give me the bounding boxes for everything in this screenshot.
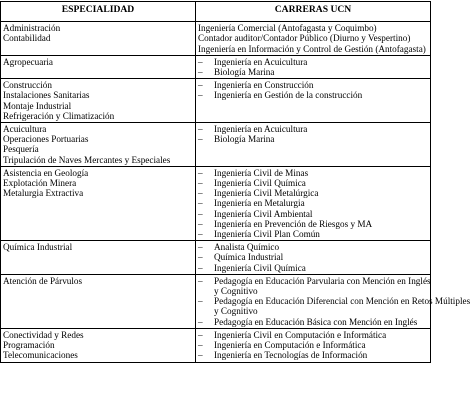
carrera-item: – Ingeniería en Metalurgia — [198, 198, 428, 208]
especialidad-cell — [1, 79, 196, 123]
carreras-list — [198, 168, 428, 239]
especialidad-item: Explotación Minera — [3, 178, 77, 189]
carrera-item: – Ingeniería en Tecnologías de Información — [198, 350, 428, 360]
especialidad-item: Agropecuaria — [3, 56, 53, 67]
table-row — [1, 274, 431, 328]
carreras-cell — [196, 328, 431, 362]
carrera-item — [198, 317, 428, 327]
carrera-line: – Pedagogía en Educación Diferencial con Mención en Retos Múltiples — [214, 296, 470, 307]
table-row — [1, 241, 431, 275]
carrera-item: – Ingeniería en Acuicultura — [198, 57, 428, 67]
table-row — [1, 166, 431, 240]
carreras-list — [198, 124, 428, 144]
carrera-item: – Química Industrial — [198, 252, 428, 262]
carrera-item: Ingeniería en Información y Control de Gestión (Antofagasta) — [198, 43, 426, 54]
carreras-list — [198, 275, 470, 327]
especialidad-item: Programación — [3, 340, 55, 351]
carrera-item: – Ingeniería Civil Metalúrgica — [198, 188, 428, 198]
carrera-item: – Ingeniería Civil en Computación e Informática — [198, 330, 428, 340]
carreras-list — [198, 330, 428, 361]
table-row — [1, 123, 431, 167]
carrera-line: y Cognitivo — [214, 286, 258, 297]
especialidad-cell — [1, 241, 196, 275]
carrera-line: – Pedagogía en Educación Parvularia con Mención en Inglés — [214, 275, 431, 286]
carrera-item: – Analista Químico — [198, 242, 428, 252]
especialidad-item: Operaciones Portuarias — [3, 134, 89, 145]
table-row — [1, 55, 431, 78]
especialidad-cell — [1, 328, 196, 362]
carrera-line: – Pedagogía en Educación Básica con Mención en Inglés — [214, 316, 418, 327]
especialidad-cell — [1, 274, 196, 328]
especialidad-cell — [1, 123, 196, 167]
carrera-item: – Ingeniería Civil Ambiental — [198, 209, 428, 219]
carreras-cell — [196, 241, 431, 275]
especialidad-item: Telecomunicaciones — [3, 350, 78, 361]
header-row — [1, 2, 431, 22]
especialidad-item: Acuicultura — [3, 124, 47, 135]
carreras-cell — [196, 22, 431, 56]
table-row — [1, 328, 431, 362]
carrera-item: – Biología Marina — [198, 134, 428, 144]
especialidad-item: Conectividad y Redes — [3, 329, 84, 340]
especialidades-carreras-table — [0, 1, 470, 363]
carrera-item: – Ingeniería en Construcción — [198, 80, 428, 90]
carrera-item — [198, 296, 470, 317]
carrera-item: Ingeniería Comercial (Antofagasta y Coquimbo) — [198, 23, 377, 34]
especialidad-item: Instalaciones Sanitarias — [3, 90, 90, 101]
especialidad-item: Atención de Párvulos — [3, 275, 83, 286]
carreras-list — [198, 242, 428, 273]
header-especialidad: ESPECIALIDAD — [1, 2, 196, 22]
especialidad-item: Tripulación de Naves Mercantes y Especiales — [3, 154, 171, 165]
table-row — [1, 22, 431, 56]
especialidad-item: Administración — [3, 23, 61, 34]
table-row — [1, 79, 431, 123]
carrera-item: – Biología Marina — [198, 67, 428, 77]
especialidad-item: Química Industrial — [3, 242, 73, 253]
carreras-list — [198, 80, 428, 100]
carrera-item: – Ingeniería Civil Química — [198, 263, 428, 273]
carrera-item: – Ingeniería Civil Plan Común — [198, 229, 428, 239]
especialidad-item: Montaje Industrial — [3, 100, 72, 111]
header-carreras: CARRERAS UCN — [196, 2, 431, 22]
carrera-item: Contador auditor/Contador Público (Diurno y Vespertino) — [198, 33, 411, 44]
especialidad-item: Contabilidad — [3, 33, 51, 44]
especialidad-item: Metalurgia Extractiva — [3, 188, 84, 199]
especialidad-cell — [1, 22, 196, 56]
especialidad-cell — [1, 55, 196, 78]
carrera-item — [198, 275, 431, 297]
carrera-item: – Ingeniería Civil Química — [198, 178, 428, 188]
especialidad-item: Pesquería — [3, 144, 39, 155]
carreras-cell — [196, 274, 470, 328]
especialidad-cell — [1, 166, 196, 240]
carrera-item: – Ingeniería en Acuicultura — [198, 124, 428, 134]
carrera-item: – Ingeniería en Prevención de Riesgos y MA — [198, 219, 428, 229]
carreras-cell — [196, 123, 431, 167]
especialidad-item: Refrigeración y Climatización — [3, 110, 115, 121]
carrera-item: – Ingeniería en Gestión de la construcción — [198, 90, 428, 100]
carrera-item: – Ingeniería en Computación e Informática — [198, 340, 428, 350]
carreras-cell — [196, 79, 431, 123]
especialidad-item: Asistencia en Geología — [3, 167, 89, 178]
carreras-cell — [196, 166, 431, 240]
carreras-list — [198, 57, 428, 77]
carreras-cell — [196, 55, 431, 78]
carrera-line: y Cognitivo — [214, 306, 258, 317]
especialidad-item: Construcción — [3, 80, 52, 91]
carrera-item: – Ingeniería Civil de Minas — [198, 168, 428, 178]
